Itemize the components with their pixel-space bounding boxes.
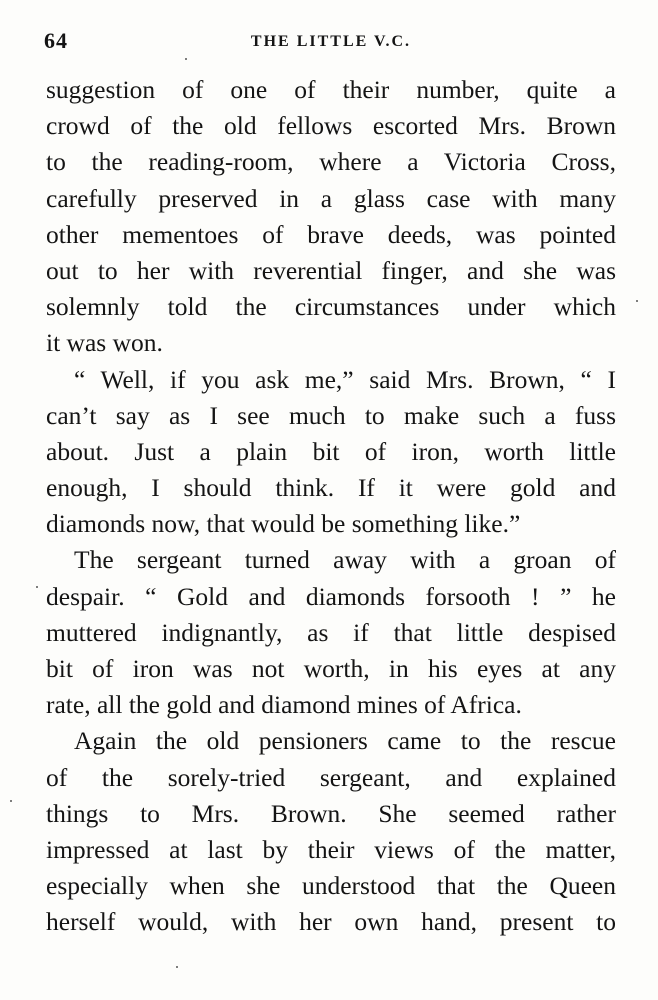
text-line: can’t say as I see much to make such a fuss xyxy=(46,400,616,430)
paragraph xyxy=(46,72,616,362)
text-line: other mementoes of brave deeds, was pointed xyxy=(46,219,616,249)
scan-speck xyxy=(10,800,12,802)
running-title: THE LITTLE V.C. xyxy=(250,33,412,50)
paragraph xyxy=(46,723,616,940)
text-line: muttered indignantly, as if that little despised xyxy=(46,617,616,647)
text-line: it was won. xyxy=(46,328,163,358)
page-number: 64 xyxy=(44,28,68,53)
paragraph xyxy=(46,542,616,723)
text-line: enough, I should think. If it were gold and xyxy=(46,473,616,503)
text-line: of the sorely-tried sergeant, and explained xyxy=(46,762,616,792)
text-line: impressed at last by their views of the matter, xyxy=(46,834,616,864)
text-line: rate, all the gold and diamond mines of Africa. xyxy=(46,690,522,720)
text-line: solemnly told the circumstances under which xyxy=(46,292,616,322)
text-line: The sergeant turned away with a groan of xyxy=(74,545,616,575)
text-line: Again the old pensioners came to the rescue xyxy=(74,726,616,756)
text-line: despair. “ Gold and diamonds forsooth ! ” he xyxy=(46,581,616,611)
body-text xyxy=(46,72,616,941)
scan-speck xyxy=(636,300,638,302)
page-header xyxy=(44,24,618,58)
text-line: carefully preserved in a glass case with many xyxy=(46,183,616,213)
text-line: “ Well, if you ask me,” said Mrs. Brown, “ I xyxy=(74,364,616,394)
text-line: bit of iron was not worth, in his eyes at any xyxy=(46,654,616,683)
text-line: herself would, with her own hand, present to xyxy=(46,907,616,937)
paragraph xyxy=(46,362,616,543)
text-line: things to Mrs. Brown. She seemed rather xyxy=(46,798,616,828)
text-line: diamonds now, that would be something like.” xyxy=(46,509,521,539)
text-line: to the reading-room, where a Victoria Cross, xyxy=(46,147,616,177)
text-line: about. Just a plain bit of iron, worth little xyxy=(46,436,616,466)
text-line: crowd of the old fellows escorted Mrs. Brown xyxy=(46,111,616,141)
text-line: especially when she understood that the Queen xyxy=(46,871,616,901)
scan-speck xyxy=(36,586,38,588)
scan-speck xyxy=(176,966,178,968)
text-line: out to her with reverential finger, and she was xyxy=(46,255,616,285)
text-line: suggestion of one of their number, quite a xyxy=(46,75,616,104)
scan-speck xyxy=(185,58,187,60)
